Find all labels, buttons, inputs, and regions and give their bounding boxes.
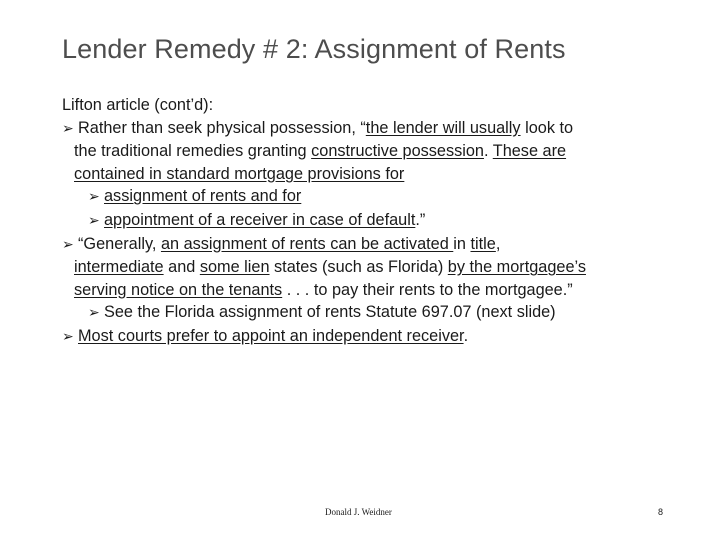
underlined-text: intermediate xyxy=(74,258,164,277)
continuation-line xyxy=(62,256,702,279)
text-span: , xyxy=(495,234,501,253)
bullet-line xyxy=(62,233,702,257)
underlined-text: appointment of a receiver in case of default xyxy=(104,210,416,229)
text-span: . xyxy=(483,142,493,161)
arrow-bullet-icon: ➢ xyxy=(62,236,74,253)
arrow-bullet-icon: ➢ xyxy=(88,305,100,322)
text-span: Lifton article (cont’d): xyxy=(62,96,214,114)
text-span: and xyxy=(163,258,200,277)
text-span: in xyxy=(453,234,471,253)
sub-bullet-line xyxy=(62,185,702,209)
sub-bullet-line xyxy=(62,301,702,325)
underlined-text: serving notice on the tenants xyxy=(74,280,283,299)
underlined-text: title xyxy=(470,234,496,253)
body-text-line xyxy=(62,94,702,117)
underlined-text: the lender will usually xyxy=(365,118,521,137)
underlined-text: constructive possession xyxy=(311,142,484,161)
underlined-text: by the mortgagee’s xyxy=(447,258,586,277)
text-span: “Generally, xyxy=(78,234,161,253)
text-span: . . . to pay their rents to the mortgagee.” xyxy=(282,280,573,299)
sub-bullet-line xyxy=(62,209,702,233)
bullet-line xyxy=(62,117,702,141)
text-span: Rather than seek physical possession, “ xyxy=(78,118,366,137)
underlined-text: Most courts prefer to appoint an independent receiver xyxy=(78,326,464,345)
text-span: states (such as Florida) xyxy=(269,258,448,277)
page-number: 8 xyxy=(657,507,663,517)
footer-author: Donald J. Weidner xyxy=(325,507,392,517)
underlined-text: assignment of rents and for xyxy=(104,187,302,206)
text-span: look to xyxy=(520,118,574,137)
slide-title: Lender Remedy # 2: Assignment of Rents xyxy=(62,34,566,64)
continuation-line xyxy=(62,140,702,163)
continuation-line xyxy=(62,279,702,302)
text-span: . xyxy=(463,326,469,345)
underlined-text: These are xyxy=(492,142,567,161)
underlined-text: contained in standard mortgage provisions for xyxy=(74,164,405,183)
arrow-bullet-icon: ➢ xyxy=(88,189,100,206)
text-span: See the Florida assignment of rents Statute 697.07 (next slide) xyxy=(104,303,556,322)
text-span: the traditional remedies granting xyxy=(74,142,312,161)
underlined-text: some lien xyxy=(199,258,270,277)
arrow-bullet-icon: ➢ xyxy=(62,328,74,345)
arrow-bullet-icon: ➢ xyxy=(62,120,74,137)
underlined-text: an assignment of rents can be activated xyxy=(160,234,454,253)
text-span: .” xyxy=(415,210,426,229)
bullet-line xyxy=(62,325,702,349)
continuation-line xyxy=(62,163,702,186)
arrow-bullet-icon: ➢ xyxy=(88,212,100,229)
slide-body xyxy=(62,94,702,349)
